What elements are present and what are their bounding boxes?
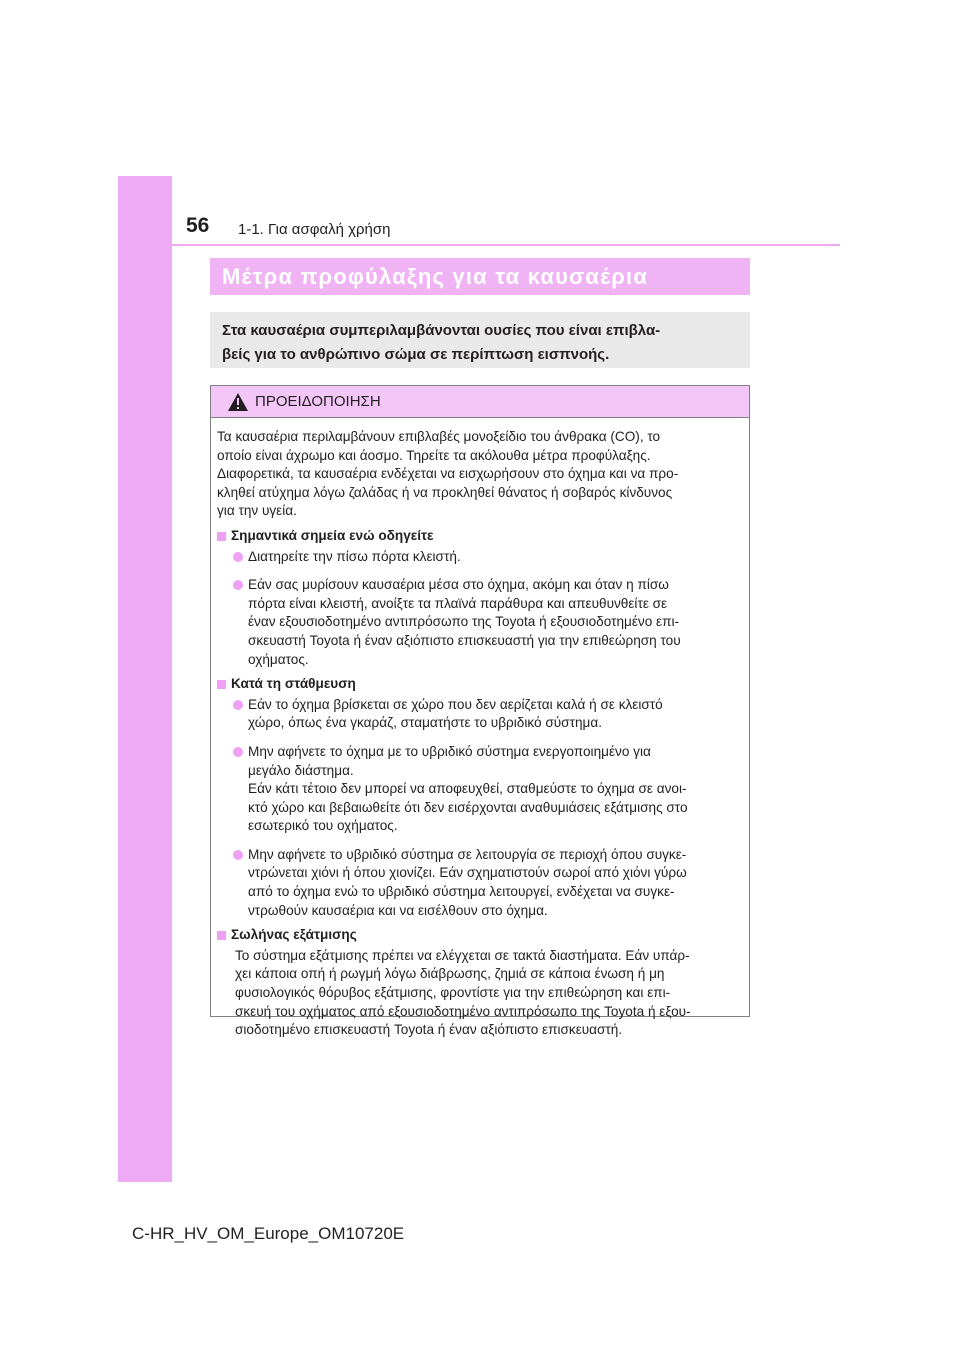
footer-doc-code: C-HR_HV_OM_Europe_OM10720E [132, 1224, 405, 1243]
text-line: Διατηρείτε την πίσω πόρτα κλειστή. [248, 548, 461, 564]
text-line: κληθεί ατύχημα λόγω ζαλάδας ή να προκληθεί θάνατος ή σοβαρός κίνδυνος [217, 484, 673, 500]
section-paragraph [217, 947, 739, 1040]
text-line: οποίο είναι άχρωμο και άοσμο. Τηρείτε τα ακόλουθα μέτρα προφύλαξης. [217, 447, 651, 463]
side-color-band [118, 176, 172, 1182]
intro-line: Στα καυσαέρια συμπεριλαμβάνονται ουσίες που είναι επιβλα- [222, 322, 661, 339]
list-item [217, 743, 739, 836]
circle-bullet-icon [233, 552, 243, 562]
circle-bullet-icon [233, 580, 243, 590]
text-line: σκευαστή Toyota ή έναν αξιόπιστο επισκευαστή για την επιθεώρηση του [248, 632, 681, 648]
text-line: Το σύστημα εξάτμισης πρέπει να ελέγχεται σε τακτά διαστήματα. Εάν υπάρ- [235, 947, 690, 963]
text-line: για την υγεία. [217, 503, 297, 519]
text-line: χει κάποια οπή ή ρωγμή λόγω διάβρωσης, ζημιά σε κάποια ένωση ή μη [235, 966, 665, 982]
section-heading-text: Κατά τη στάθμευση [231, 676, 356, 692]
circle-bullet-icon [233, 850, 243, 860]
section-heading [217, 926, 739, 945]
list-item [217, 846, 739, 920]
text-line: οχήματος. [248, 651, 309, 667]
warning-title: ΠΡΟΕΙΔΟΠΟΙΗΣΗ [255, 393, 381, 410]
text-line: Μην αφήνετε το υβριδικό σύστημα σε λειτουργία σε περιοχή όπου συγκε- [248, 846, 687, 862]
text-line: έναν εξουσιοδοτημένο αντιπρόσωπο της Toyota ή εξουσιοδοτημένο επι- [248, 614, 680, 630]
text-line: πόρτα είναι κλειστή, ανοίξτε τα πλαϊνά παράθυρα και απευθυνθείτε σε [248, 595, 668, 611]
page-number: 56 [186, 214, 210, 237]
warning-body [211, 418, 749, 1040]
circle-bullet-icon [233, 747, 243, 757]
text-line: Τα καυσαέρια περιλαμβάνουν επιβλαβές μονοξείδιο του άνθρακα (CO), το [217, 429, 661, 444]
text-line: Μην αφήνετε το όχημα με το υβριδικό σύστημα ενεργοποιημένο για [248, 743, 651, 759]
intro-box [210, 312, 750, 368]
page-title: Μέτρα προφύλαξης για τα καυσαέρια [210, 258, 750, 295]
text-line: Εάν κάτι τέτοιο δεν μπορεί να αποφευχθεί, σταθμεύστε το όχημα σε ανοι- [248, 781, 687, 797]
text-line: ντρώνεται χιόνι ή όπου χιονίζει. Εάν σχηματιστούν σωροί από χιόνι γύρω [248, 865, 687, 881]
text-line: κτό χώρο και βεβαιωθείτε ότι δεν εισέρχονται αναθυμιάσεις εξάτμισης στο [248, 799, 688, 815]
square-bullet-icon [217, 931, 226, 940]
text-line: σκευή του οχήματος από εξουσιοδοτημένο αντιπρόσωπο της Toyota ή εξου- [235, 1003, 691, 1019]
text-line: σιοδοτημένο επισκευαστή Toyota ή έναν αξιόπιστο επισκευαστή. [235, 1022, 623, 1038]
square-bullet-icon [217, 532, 226, 541]
header-rule [172, 244, 840, 246]
section-heading-text: Σωλήνας εξάτμισης [231, 927, 357, 943]
text-line: ντρωθούν καυσαέρια και να εισέλθουν στο όχημα. [248, 902, 548, 918]
warning-triangle-icon [227, 392, 249, 412]
text-line: μεγάλο διάστημα. [248, 762, 354, 778]
text-line: φυσιολογικός θόρυβος εξάτμισης, φροντίστε για την επιθεώρηση και επι- [235, 985, 671, 1001]
warning-intro [217, 428, 739, 521]
intro-line: βείς για το ανθρώπινο σώμα σε περίπτωση εισπνοής. [222, 346, 610, 363]
text-line: Εάν το όχημα βρίσκεται σε χώρο που δεν αερίζεται καλά ή σε κλειστό [248, 696, 663, 712]
square-bullet-icon [217, 680, 226, 689]
list-item [217, 548, 739, 567]
section-heading-text: Σημαντικά σημεία ενώ οδηγείτε [231, 527, 434, 543]
text-line: εσωτερικό του οχήματος. [248, 818, 398, 834]
section-heading [217, 527, 739, 546]
warning-box [210, 385, 750, 1038]
text-line: Διαφορετικά, τα καυσαέρια ενδέχεται να εισχωρήσουν στο όχημα και να προ- [217, 466, 679, 482]
list-item [217, 576, 739, 669]
text-line: από το όχημα ενώ το υβριδικό σύστημα λειτουργεί, ενδέχεται να συγκε- [248, 884, 675, 900]
list-item [217, 696, 739, 733]
text-line: χώρο, όπως ένα γκαράζ, σταματήστε το υβριδικό σύστημα. [248, 715, 602, 731]
warning-header [211, 386, 749, 418]
circle-bullet-icon [233, 700, 243, 710]
section-heading [217, 675, 739, 694]
text-line: Εάν σας μυρίσουν καυσαέρια μέσα στο όχημα, ακόμη και όταν η πίσω [248, 577, 669, 593]
section-title: 1-1. Για ασφαλή χρήση [238, 221, 391, 238]
